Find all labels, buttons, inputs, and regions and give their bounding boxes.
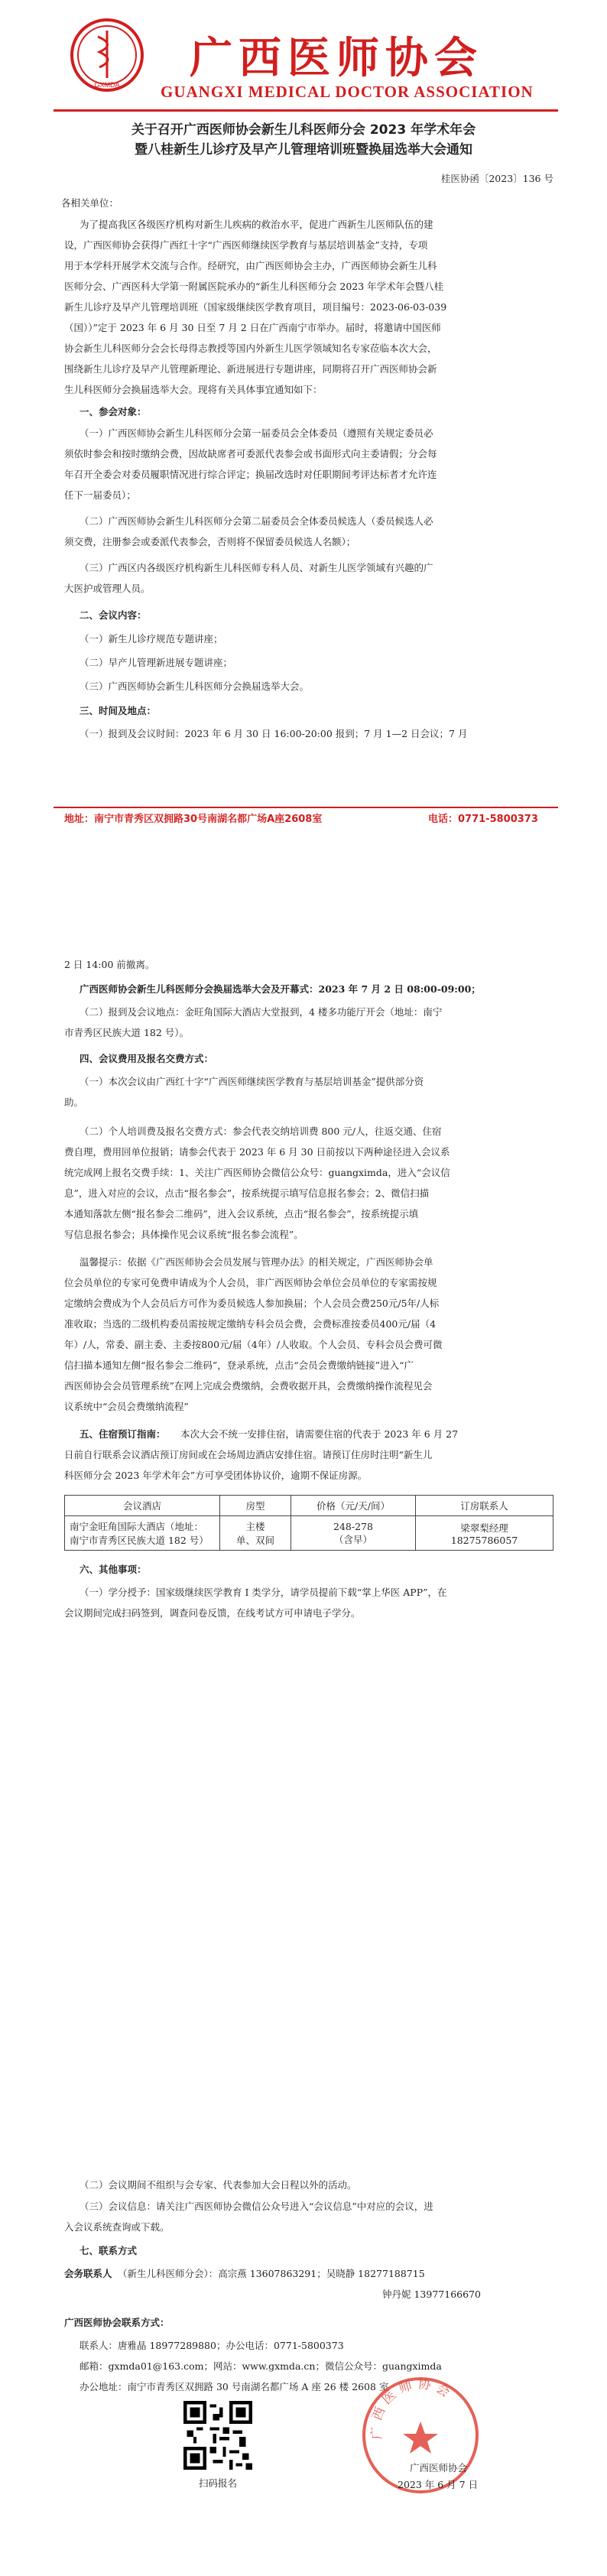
section-heading-2: 二、会议内容： <box>80 609 147 621</box>
section1-line: （一）广西医师协会新生儿科医师分会第一届委员会全体委员（遵照有关规定委员必 <box>80 427 433 439</box>
section2-line: （一）新生儿诊疗规范专题讲座； <box>80 633 223 645</box>
svg-text:广西医师协会: 广西医师协会 <box>368 2376 456 2441</box>
table-header: 会议酒店 <box>65 1496 220 1516</box>
contact-cell <box>416 1516 553 1551</box>
section-heading-3: 三、时间及地点： <box>80 705 157 716</box>
section1-line: 大医护或管理人员。 <box>64 583 151 594</box>
table-header: 房型 <box>220 1496 291 1516</box>
hotel-table <box>64 1495 553 1551</box>
assoc-heading: 广西医师协会联系方式： <box>64 2317 170 2328</box>
section1-line: 须依时参会和按时缴纳会费，因故缺席者可委派代表参会或书面形式向主委请假；分会每 <box>64 448 437 460</box>
doc-title-line1: 关于召开广西医师协会新生儿科医师分会 2023 年学术年会 <box>131 122 476 138</box>
assoc-contact: 联系人：唐雅晶 18977289880；办公电话：0771-5800373 <box>80 2340 344 2351</box>
election-note: 广西医师协会新生儿科医师分会换届选举大会及开幕式：2023 年 7 月 2 日 08:00-09:00； <box>80 983 481 995</box>
footer-address: 地址：南宁市青秀区双拥路30号南湖名都广场A座2608室 <box>64 814 323 825</box>
section-heading-5: 五、住宿预订指南： <box>80 1428 166 1440</box>
table-header: 价格（元/天/间） <box>291 1496 416 1516</box>
section6-line: 会议期间完成扫码签到，调查问卷反馈，在线考试方可申请电子学分。 <box>64 1607 361 1619</box>
section4-line: （一）本次会议由广西红十字“广西医师继续医学教育与基层培训基金”提供部分资 <box>80 1076 424 1087</box>
hotel-name: 南宁金旺角国际大酒店（地址： <box>70 1521 204 1532</box>
section2-line: （二）早产儿管理新进展专题讲座； <box>80 657 233 668</box>
tip-line: 定缴纳会费成为个人会员后方可作为委员候选人参加换届；个人会员会费250元/5年/人标 <box>64 1298 440 1309</box>
tip-line: 温馨提示：依据《广西医师协会会员发展与管理办法》的相关规定，广西医师协会单 <box>80 1256 433 1268</box>
registration-qr-code[interactable] <box>183 2401 252 2470</box>
doc-number: 桂医协函〔2023〕136 号 <box>440 173 553 184</box>
section4-line: 费自理，费用回单位报销；请参会代表于 2023 年 6 月 30 日前按以下两种途径进入会议系 <box>64 1146 450 1158</box>
section6-line: （一）学分授予：国家级继续医学教育 I 类学分，请学员提前下载“掌上华医 APP”，在 <box>80 1587 447 1598</box>
header-subtitle: GUANGXI MEDICAL DOCTOR ASSOCIATION <box>161 83 534 101</box>
contact-line: （新生儿科医师分会）：高宗燕 13607863291；吴晓静 18277188715 <box>118 2268 425 2279</box>
assoc-email: 邮箱：gxmda01@163.com；网站：www.gxmda.cn；微信公众号：guangximda <box>80 2360 442 2372</box>
section-heading-7: 七、联系方式 <box>80 2245 138 2256</box>
section2-line: （三）广西医师协会新生儿科医师分会换届选举大会。 <box>80 681 310 692</box>
contact-name: 梁翠梨经理 <box>460 1522 508 1534</box>
room-cell <box>220 1516 291 1551</box>
section-heading-4: 四、会议费用及报名交费方式： <box>80 1053 214 1064</box>
contact-label: 会务联系人 <box>64 2268 112 2279</box>
section1-line: （二）广西医师协会新生儿科医师分会第二届委员会全体委员候选人（委员候选人必 <box>80 515 433 527</box>
section5-line: 本次大会不统一安排住宿，请需要住宿的代表于 2023 年 6 月 27 <box>180 1428 459 1440</box>
tip-line: 年）/人，常委、副主委、主委按800元/届（4年）/人收取。个人会员、专科会员会费可微 <box>64 1339 443 1350</box>
section5-line: 日前自行联系会议酒店预订房间或在会场周边酒店安排住宿。请预订住房时注明“新生儿 <box>64 1449 433 1460</box>
hotel-cell <box>65 1516 220 1551</box>
association-logo <box>69 17 145 93</box>
tip-line: 位会员单位的专家可免费申请成为个人会员，非广西医师协会单位会员单位的专家需按规 <box>64 1277 437 1288</box>
section-heading-6: 六、其他事项： <box>80 1564 147 1575</box>
section3-line: 市青秀区民族大道 182 号）。 <box>64 1027 190 1038</box>
para1-line: 医师分会、广西医科大学第一附属医院承办的“新生儿科医师分会 2023 年学术年会暨八桂 <box>64 281 444 292</box>
section3-line: 2 日 14:00 前撤离。 <box>64 959 155 970</box>
section4-line: 写信息报名参会；具体操作见会议系统“报名参会流程”。 <box>64 1229 304 1240</box>
section4-line: 助。 <box>64 1096 84 1108</box>
para1-line: 为了提高我区各级医疗机构对新生儿疾病的救治水平，促进广西新生儿医师队伍的建 <box>80 219 433 230</box>
room-building: 主楼 <box>245 1521 265 1532</box>
para1-line: 设，广西医师协会获得广西红十字“广西医师继续医学教育与基层培训基金”支持，专项 <box>64 239 428 251</box>
table-row <box>65 1516 553 1551</box>
price-cell <box>291 1516 416 1551</box>
contact-phone: 18275786057 <box>450 1534 518 1546</box>
section1-line: 年召开全委会对委员履职情况进行综合评定；换届改选时对任职期间考评达标者才允许连 <box>64 469 437 480</box>
footer-phone: 电话：0771-5800373 <box>428 814 538 825</box>
tip-line: 准收取；当选的二级机构委员需按规定缴纳专科会员会费，会费标准按委员400元/届（4 <box>64 1318 437 1330</box>
header-divider <box>54 109 558 112</box>
tip-line: 议系统中“会员会费缴纳流程” <box>64 1401 189 1412</box>
header-title: 广西医师协会 <box>190 33 483 83</box>
svg-text:GXMDA: GXMDA <box>94 81 120 89</box>
section1-line: 任下一届委员）； <box>64 489 136 501</box>
para1-line: 用于本学科开展学术交流与合作。经研究，由广西医师协会主办，广西医师协会新生儿科 <box>64 260 437 271</box>
tip-line: 信扫描本通知左侧“报名参会二维码”，登录系统，点击“会员会费缴纳链接”进入“广 <box>64 1359 414 1371</box>
salutation: 各相关单位： <box>61 197 119 209</box>
price-range: 248-278 <box>333 1520 373 1532</box>
price-note: （含早） <box>333 1533 372 1545</box>
section5-line: 科医师分会 2023 年学术年会”方可享受团体协议价，逾期不保证房源。 <box>64 1470 368 1481</box>
para1-line: 围绕新生儿诊疗及早产儿管理新理论、新进展进行专题讲座，同期将召开广西医师协会新 <box>64 363 437 375</box>
section3-line: （二）报到及会议地点：金旺角国际大酒店大堂报到，4 楼多功能厅开会（地址：南宁 <box>80 1006 443 1018</box>
tip-line: 西医师协会会员管理系统”在网上完成会费缴纳，会费收据开具，会费缴纳操作流程见会 <box>64 1380 433 1392</box>
para1-line: 生儿科医师分会换届选举大会。现将有关具体事宜通知如下： <box>64 384 323 395</box>
seal-date: 2023 年 6 月 7 日 <box>398 2479 479 2490</box>
seal-org: 广西医师协会 <box>410 2462 468 2474</box>
section4-line: 息”，进入对应的会议，点击“报名参会”，按系统提示填写信息报名参会；2、微信扫描 <box>64 1187 430 1199</box>
section4-line: （二）个人培训费及报名交费方式：参会代表交纳培训费 800 元/人，往返交通、住宿 <box>80 1126 442 1137</box>
section6-line: 入会议系统查询或下载。 <box>64 2221 170 2233</box>
footer-divider <box>54 807 558 808</box>
section4-line: 统完成网上报名交费手续：1、关注广西医师协会微信公众号：guangximda，进入“会议信 <box>64 1167 450 1178</box>
section1-line: 须交费，注册参会或委派代表参会，否则将不保留委员候选人名额）； <box>64 536 356 547</box>
qr-caption: 扫码报名 <box>199 2477 238 2489</box>
para1-line: 协会新生儿科医师分会会长母得志教授等国内外新生儿医学领域知名专家莅临本次大会， <box>64 343 437 354</box>
contact-line: 钟丹妮 13977166670 <box>382 2289 481 2300</box>
para1-line: （国））”定于 2023 年 6 月 30 日至 7 月 2 日在广西南宁市举办。届时，将邀请中国医师 <box>64 322 441 333</box>
hotel-address: 南宁市青秀区民族大道 182 号） <box>70 1535 209 1546</box>
para1-line: 新生儿诊疗及早产儿管理培训班（国家级继续医学教育项目，项目编号：2023-06-03-039 <box>64 301 447 313</box>
table-row <box>65 1496 553 1516</box>
room-type: 单、双间 <box>235 1535 274 1546</box>
section3-line: （一）报到及会议时间：2023 年 6 月 30 日 16:00-20:00 报到；7 月 1—2 日会议；7 月 <box>80 728 468 739</box>
doc-title-line2: 暨八桂新生儿诊疗及早产儿管理培训班暨换届选举大会通知 <box>135 142 472 158</box>
assoc-address: 办公地址：南宁市青秀区双拥路 30 号南湖名都广场 A 座 26 楼 2608 室 <box>80 2381 389 2392</box>
section4-line: 本通知落款左侧“报名参会二维码”，进入会议系统，点击“报名参会”，按系统提示填 <box>64 1208 419 1220</box>
table-header: 订房联系人 <box>416 1496 553 1516</box>
section-heading-1: 一、参会对象： <box>80 406 147 417</box>
section6-line: （三）会议信息：请关注广西医师协会微信公众号进入“会议信息”中对应的会议，进 <box>80 2201 433 2212</box>
section1-line: （三）广西区内各级医疗机构新生儿科医师专科人员、对新生儿医学领域有兴趣的广 <box>80 562 433 573</box>
section6-line: （二）会议期间不组织与会专家、代表参加大会日程以外的活动。 <box>80 2179 357 2191</box>
